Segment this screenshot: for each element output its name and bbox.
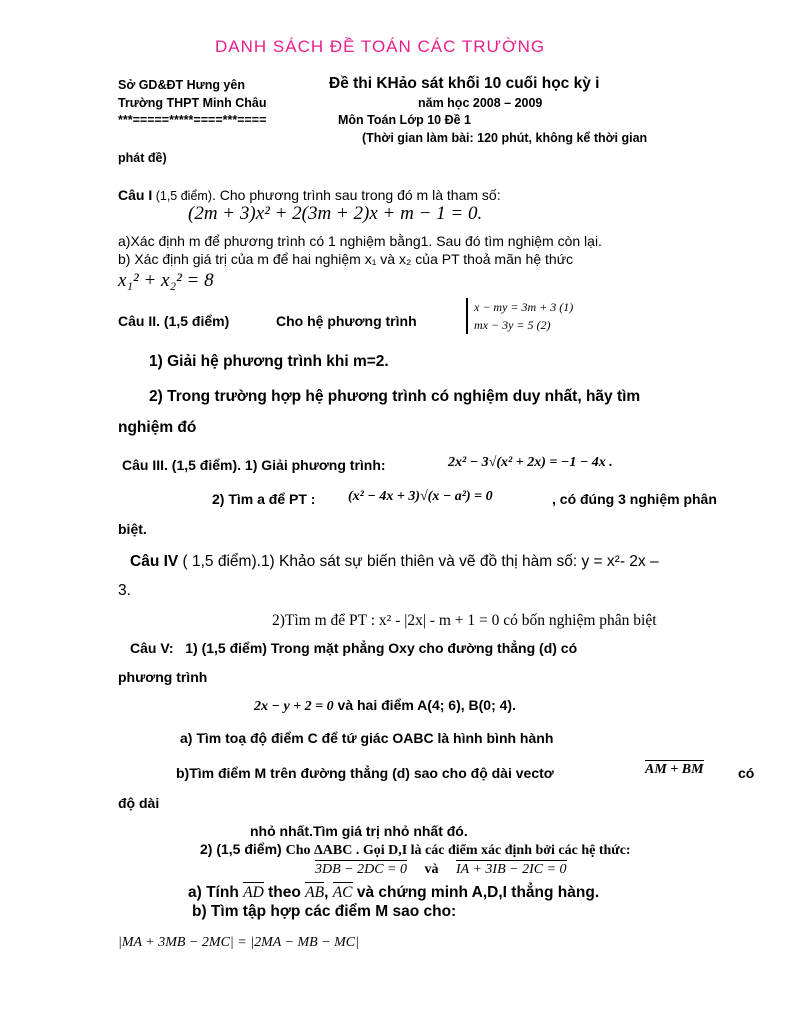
question-2-part-2-cont: nghiệm đó — [118, 419, 197, 436]
question-2-eq2: mx − 3y = 5 (2) — [474, 318, 551, 332]
question-2-label: Câu II. (1,5 điểm) — [118, 313, 230, 329]
question-2-eq1: x − my = 3m + 3 (1) — [474, 300, 574, 314]
question-3-part-2-tail: , có đúng 3 nghiệm phân — [552, 491, 717, 507]
question-5-part-b-tail: có — [738, 765, 755, 781]
question-4-text: 1) Khảo sát sự biến thiên và vẽ đồ thị hàm số: y = x²- 2x – — [260, 553, 659, 570]
question-5-part-a: a) Tìm toạ độ điểm C để tứ giác OABC là hình bình hành — [180, 730, 554, 746]
exam-title: Đề thi KHảo sát khối 10 cuối học kỳ i — [329, 75, 600, 92]
question-1-part-b-equation: x₁² + x₂² = 8 — [118, 270, 214, 291]
question-1-text: . Cho phương trình sau trong đó m là tham số: — [211, 187, 501, 203]
exam-duration-cont: phát đề) — [118, 151, 167, 165]
question-5-line-tail: và hai điểm A(4; 6), B(0; 4). — [337, 697, 516, 713]
question-5-part-b-cont: độ dài — [118, 795, 160, 811]
question-4-label: Câu IV — [130, 553, 179, 570]
question-5-part-2a-vector-ad: AD — [243, 884, 264, 901]
subject-grade: Môn Toán Lớp 10 Đề 1 — [338, 113, 471, 127]
question-5-part-2a-vector-ac: AC — [332, 884, 353, 901]
question-5-line — [254, 697, 516, 715]
question-5-text: 1) (1,5 điểm) Trong mặt phẳng Oxy cho đường thẳng (d) có — [185, 640, 578, 656]
school-year: năm học 2008 – 2009 — [418, 96, 543, 110]
question-1-label: Câu I — [118, 187, 153, 203]
question-4-points: ( 1,5 điểm). — [178, 553, 261, 570]
school-department: Sở GD&ĐT Hưng yên — [118, 78, 245, 92]
exam-duration: (Thời gian làm bài: 120 phút, không kể thời gian — [362, 131, 648, 145]
question-3-part-2-equation: (x² − 4x + 3)√(x − a²) = 0 — [348, 489, 493, 504]
document-title: DANH SÁCH ĐỀ TOÁN CÁC TRƯỜNG — [215, 37, 546, 56]
question-1-equation: (2m + 3)x² + 2(3m + 2)x + m − 1 = 0. — [188, 203, 483, 224]
question-3-part-2-label: 2) Tìm a để PT : — [212, 491, 316, 507]
question-5-part-b-cont2: nhỏ nhất.Tìm giá trị nhỏ nhất đó. — [250, 823, 468, 839]
question-4-part-2: 2)Tìm m để PT : x² - |2x| - m + 1 = 0 có bốn nghiệm phân biệt — [272, 612, 657, 629]
question-3-label: Câu III. (1,5 điểm). 1) Giải phương trình: — [122, 457, 386, 473]
question-5-part-b-vector — [645, 760, 704, 778]
question-1-points: (1,5 điểm) — [152, 189, 212, 203]
question-5-part-b: b)Tìm điểm M trên đường thẳng (d) sao cho độ dài vectơ — [176, 765, 554, 781]
question-5-part-2b-equation: |MA + 3MB − 2MC| = |2MA − MB − MC| — [118, 935, 359, 950]
question-5-part-2a: a) Tính AD theo AB, AC và chứng minh A,D,I thẳng hàng. — [188, 884, 600, 901]
question-2-part-2: 2) Trong trường hợp hệ phương trình có nghiệm duy nhất, hãy tìm — [149, 388, 641, 405]
question-2-system — [466, 298, 573, 334]
question-5-part-2b: b) Tìm tập hợp các điểm M sao cho: — [192, 903, 457, 920]
question-4-text-cont: 3. — [118, 582, 131, 599]
question-2-text: Cho hệ phương trình — [276, 313, 417, 329]
question-4-intro — [130, 553, 659, 571]
question-5-part-2a-tail: và chứng minh A,D,I thẳng hàng. — [356, 884, 600, 901]
question-1-intro — [118, 187, 501, 203]
question-1-part-b: b) Xác định giá trị của m để hai nghiệm x₁ và x₂ của PT thoả mãn hệ thức — [118, 251, 574, 267]
header-separator: ***=====*****====***==== — [118, 113, 267, 127]
school-name: Trường THPT Minh Châu — [118, 96, 267, 110]
question-5-part-2a-mid: theo — [268, 884, 301, 901]
question-5-part-2a-label: a) Tính — [188, 884, 239, 901]
question-3-equation: 2x² − 3√(x² + 2x) = −1 − 4x . — [448, 455, 613, 470]
question-5-text-cont: phương trình — [118, 669, 208, 685]
question-5-part-2-label: 2) (1,5 điểm) — [200, 841, 282, 857]
question-5-part-2-eq1: 3DB − 2DC = 0 — [315, 862, 408, 877]
question-5-part-b-vector-expr: AM + BM — [645, 762, 704, 777]
question-1-part-a: a)Xác định m để phương trình có 1 nghiệm bằng1. Sau đó tìm nghiệm còn lại. — [118, 233, 602, 249]
question-5-intro — [130, 640, 577, 656]
question-2-part-1: 1) Giải hệ phương trình khi m=2. — [149, 353, 389, 370]
question-3-part-2-tail-cont: biệt. — [118, 521, 147, 537]
question-5-part-2-and: và — [424, 862, 439, 877]
question-5-part-2-eq2: IA + 3IB − 2IC = 0 — [456, 862, 567, 877]
question-5-part-2a-vector-ab: AB — [305, 884, 325, 901]
question-5-part-2 — [200, 841, 631, 859]
question-5-part-2-equations — [315, 860, 567, 878]
question-5-line-equation: 2x − y + 2 = 0 — [254, 699, 334, 714]
question-5-label: Câu V: — [130, 640, 174, 656]
question-5-part-2-text: Cho ΔABC . Gọi D,I là các điểm xác định bởi các hệ thức: — [285, 843, 631, 858]
